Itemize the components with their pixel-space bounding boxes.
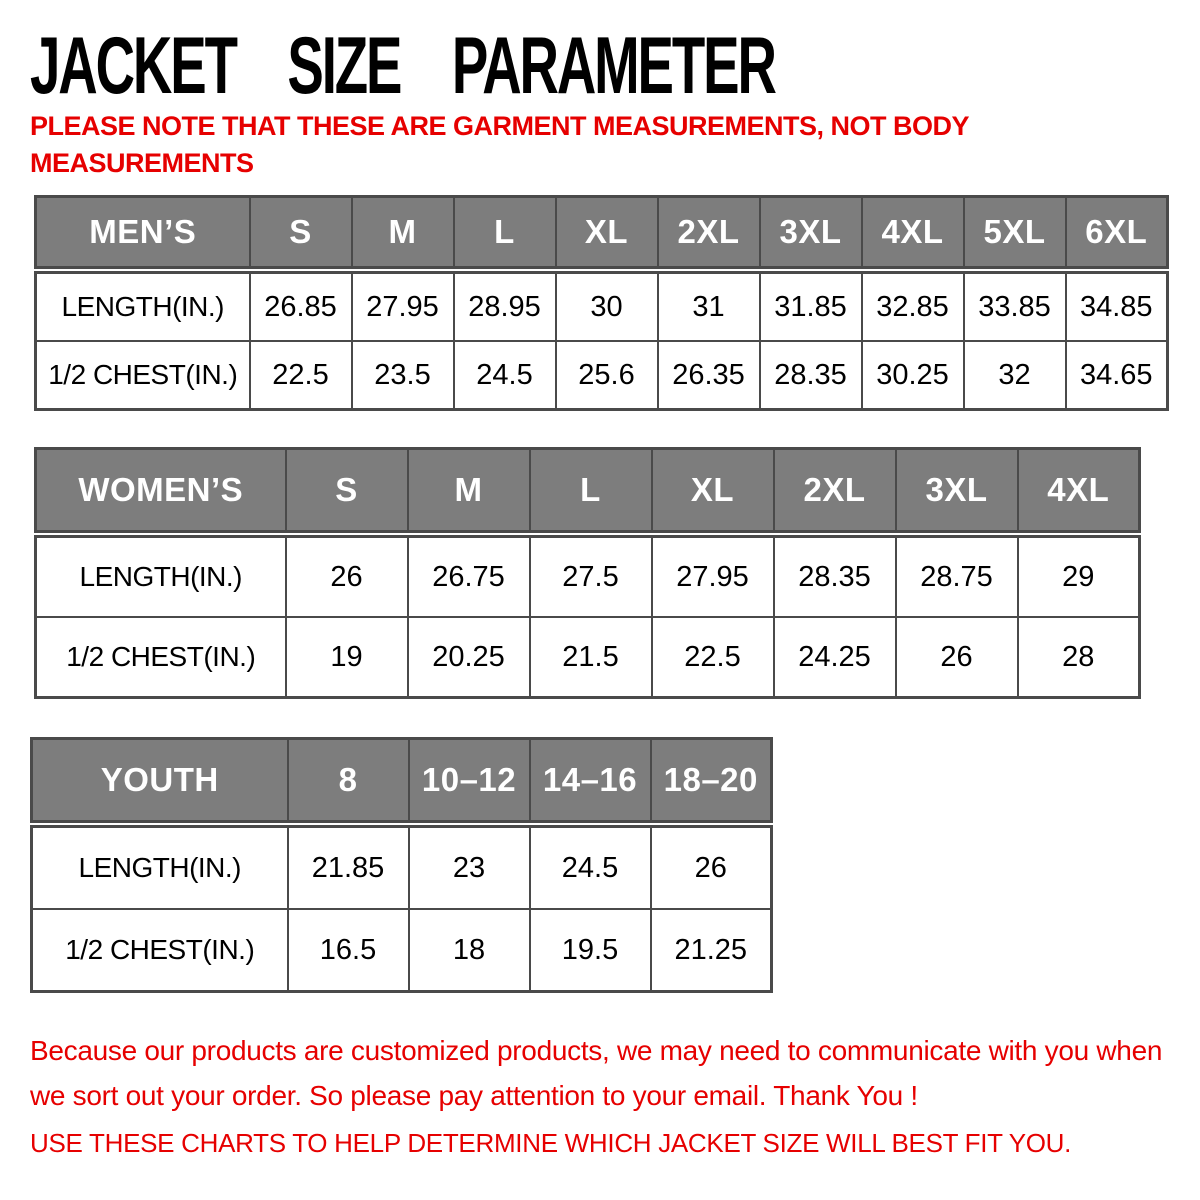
table-cell: 34.85 xyxy=(1066,270,1168,341)
garment-measurement-note: PLEASE NOTE THAT THESE ARE GARMENT MEASUREMENTS, NOT BODY MEASUREMENTS xyxy=(30,111,969,179)
youth-length-row xyxy=(32,824,772,909)
table-cell: 28.95 xyxy=(454,270,556,341)
table-cell: 27.5 xyxy=(530,534,652,617)
table-cell: 26 xyxy=(896,617,1018,698)
table-cell: 23 xyxy=(409,824,530,909)
table-cell: 21.5 xyxy=(530,617,652,698)
table-cell: 21.25 xyxy=(651,909,772,992)
youth-table-title-cell: YOUTH xyxy=(32,739,288,825)
youth-header-row xyxy=(32,739,772,825)
table-cell: 20.25 xyxy=(408,617,530,698)
mens-length-row xyxy=(36,270,1168,341)
table-cell: 26.75 xyxy=(408,534,530,617)
table-cell: 27.95 xyxy=(352,270,454,341)
table-cell: 27.95 xyxy=(652,534,774,617)
table-cell: 24.5 xyxy=(530,824,651,909)
mens-size-table xyxy=(34,195,1169,411)
mens-header-row xyxy=(36,197,1168,271)
size-header-cell: M xyxy=(408,449,530,535)
womens-header-row xyxy=(36,449,1140,535)
row-label-cell: LENGTH(IN.) xyxy=(32,824,288,909)
size-header-cell: 14–16 xyxy=(530,739,651,825)
table-cell: 24.5 xyxy=(454,341,556,410)
customized-products-note: Because our products are customized products, we may need to communicate with you when we sort out your order. So please pay attention to your email. Thank You ! xyxy=(30,1035,1163,1112)
table-cell: 26.85 xyxy=(250,270,352,341)
youth-chest-row xyxy=(32,909,772,992)
table-cell: 19.5 xyxy=(530,909,651,992)
size-header-cell: 18–20 xyxy=(651,739,772,825)
table-cell: 24.25 xyxy=(774,617,896,698)
womens-size-table xyxy=(34,447,1141,699)
size-header-cell: 10–12 xyxy=(409,739,530,825)
table-cell: 28.35 xyxy=(774,534,896,617)
row-label-cell: LENGTH(IN.) xyxy=(36,534,286,617)
table-cell: 16.5 xyxy=(288,909,409,992)
table-cell: 25.6 xyxy=(556,341,658,410)
size-header-cell: XL xyxy=(556,197,658,271)
table-cell: 26.35 xyxy=(658,341,760,410)
size-header-cell: S xyxy=(286,449,408,535)
size-header-cell: 4XL xyxy=(862,197,964,271)
table-cell: 28.75 xyxy=(896,534,1018,617)
table-cell: 31 xyxy=(658,270,760,341)
table-cell: 22.5 xyxy=(250,341,352,410)
size-header-cell: 3XL xyxy=(760,197,862,271)
size-header-cell: 8 xyxy=(288,739,409,825)
row-label-cell: 1/2 CHEST(IN.) xyxy=(32,909,288,992)
womens-table-title-cell: WOMEN’S xyxy=(36,449,286,535)
table-cell: 22.5 xyxy=(652,617,774,698)
page-title: JACKET SIZE PARAMETER xyxy=(30,19,775,111)
chart-usage-note: USE THESE CHARTS TO HELP DETERMINE WHICH JACKET SIZE WILL BEST FIT YOU. xyxy=(30,1128,1072,1158)
size-header-cell: 6XL xyxy=(1066,197,1168,271)
size-header-cell: 4XL xyxy=(1018,449,1140,535)
size-header-cell: XL xyxy=(652,449,774,535)
table-cell: 28 xyxy=(1018,617,1140,698)
size-header-cell: M xyxy=(352,197,454,271)
womens-chest-row xyxy=(36,617,1140,698)
table-cell: 29 xyxy=(1018,534,1140,617)
womens-length-row xyxy=(36,534,1140,617)
table-cell: 21.85 xyxy=(288,824,409,909)
youth-size-table xyxy=(30,737,773,993)
table-cell: 28.35 xyxy=(760,341,862,410)
table-cell: 26 xyxy=(651,824,772,909)
table-cell: 23.5 xyxy=(352,341,454,410)
table-cell: 30.25 xyxy=(862,341,964,410)
row-label-cell: 1/2 CHEST(IN.) xyxy=(36,341,250,410)
size-header-cell: 3XL xyxy=(896,449,1018,535)
table-cell: 30 xyxy=(556,270,658,341)
row-label-cell: LENGTH(IN.) xyxy=(36,270,250,341)
size-header-cell: L xyxy=(454,197,556,271)
size-header-cell: 2XL xyxy=(658,197,760,271)
table-cell: 31.85 xyxy=(760,270,862,341)
table-cell: 19 xyxy=(286,617,408,698)
table-cell: 32.85 xyxy=(862,270,964,341)
table-cell: 34.65 xyxy=(1066,341,1168,410)
size-header-cell: 5XL xyxy=(964,197,1066,271)
size-header-cell: S xyxy=(250,197,352,271)
table-cell: 32 xyxy=(964,341,1066,410)
table-cell: 26 xyxy=(286,534,408,617)
table-cell: 18 xyxy=(409,909,530,992)
row-label-cell: 1/2 CHEST(IN.) xyxy=(36,617,286,698)
size-header-cell: L xyxy=(530,449,652,535)
mens-table-title-cell: MEN’S xyxy=(36,197,250,271)
table-cell: 33.85 xyxy=(964,270,1066,341)
size-header-cell: 2XL xyxy=(774,449,896,535)
mens-chest-row xyxy=(36,341,1168,410)
